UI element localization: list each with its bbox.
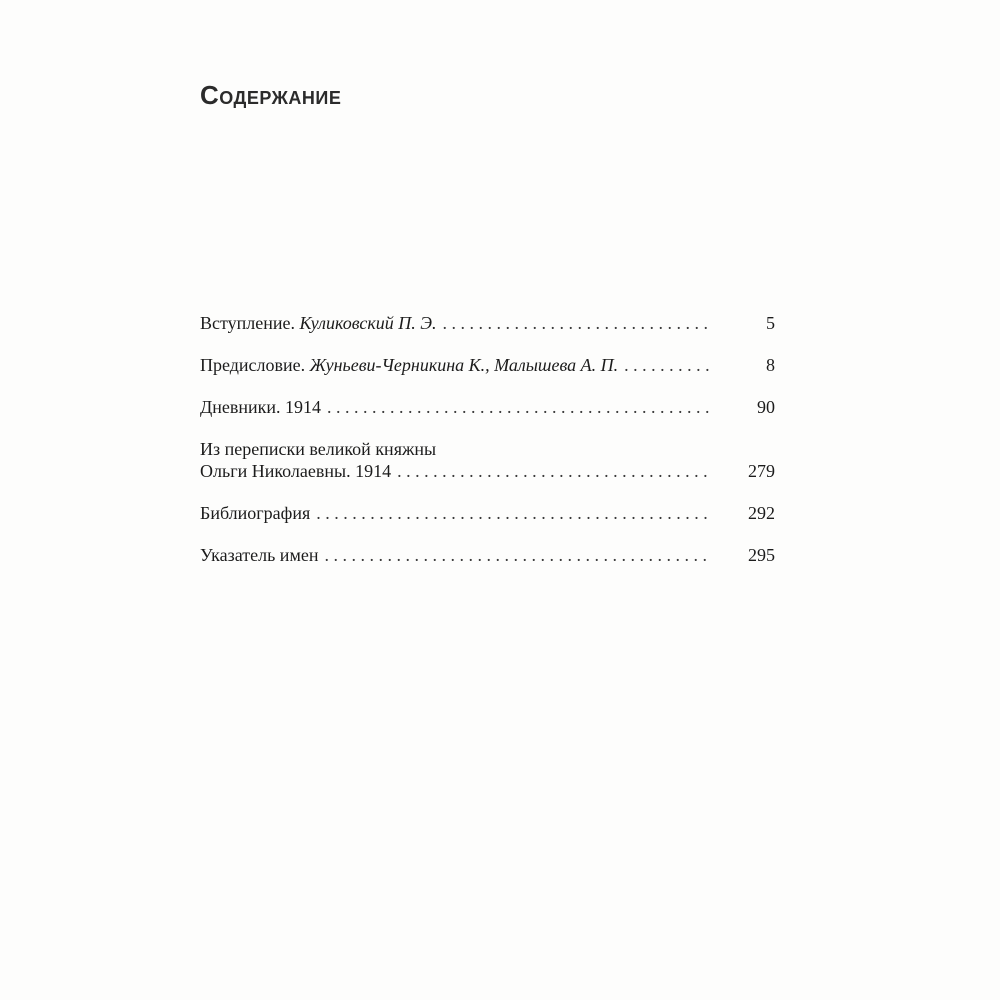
toc-entry-text: [200, 312, 437, 334]
toc-entry-title: Библиография: [200, 503, 311, 523]
toc-entry-title: Вступление.: [200, 313, 300, 333]
toc-entry-preface[interactable]: [200, 354, 775, 376]
toc-page-number: 292: [748, 503, 775, 523]
toc-page-number: 90: [757, 397, 775, 417]
toc-entry-title-line-2: Ольги Николаевны. 1914: [200, 461, 392, 481]
toc-entry-author: Куликовский П. Э.: [299, 313, 437, 333]
toc-entry-line: [200, 460, 712, 482]
toc-entry-bibliography[interactable]: [200, 502, 775, 524]
toc-page-number: 5: [766, 313, 775, 333]
toc-entry-correspondence[interactable]: [200, 438, 775, 482]
toc-entry-title-line-1: Из переписки великой княжны: [200, 439, 437, 459]
dot-leader: [327, 396, 712, 418]
toc-entry-text: [200, 354, 618, 376]
toc-entry-title: Предисловие.: [200, 355, 310, 375]
toc-page-number: 279: [748, 461, 775, 481]
toc-entry-introduction[interactable]: [200, 312, 775, 334]
toc-entry-line: [200, 396, 712, 418]
toc-entry-author: Жуньеви-Черникина К., Малышева А. П.: [309, 355, 619, 375]
page-title: Содержание: [200, 80, 342, 110]
dot-leader: [397, 460, 712, 482]
toc-entry-diaries[interactable]: [200, 396, 775, 418]
dot-leader: [324, 544, 712, 566]
toc-entry-index-of-names[interactable]: [200, 544, 775, 566]
toc-entry-line: [200, 354, 712, 376]
dot-leader: [443, 312, 712, 334]
toc-entry-title: Дневники. 1914: [200, 397, 322, 417]
table-of-contents: [200, 312, 775, 586]
toc-page-number: 295: [748, 545, 775, 565]
dot-leader: [316, 502, 712, 524]
dot-leader: [624, 354, 712, 376]
toc-entry-line: [200, 502, 712, 524]
toc-entry-line: [200, 544, 712, 566]
toc-entry-line: [200, 312, 712, 334]
toc-entry-title: Указатель имен: [200, 545, 319, 565]
toc-page-number: 8: [766, 355, 775, 375]
